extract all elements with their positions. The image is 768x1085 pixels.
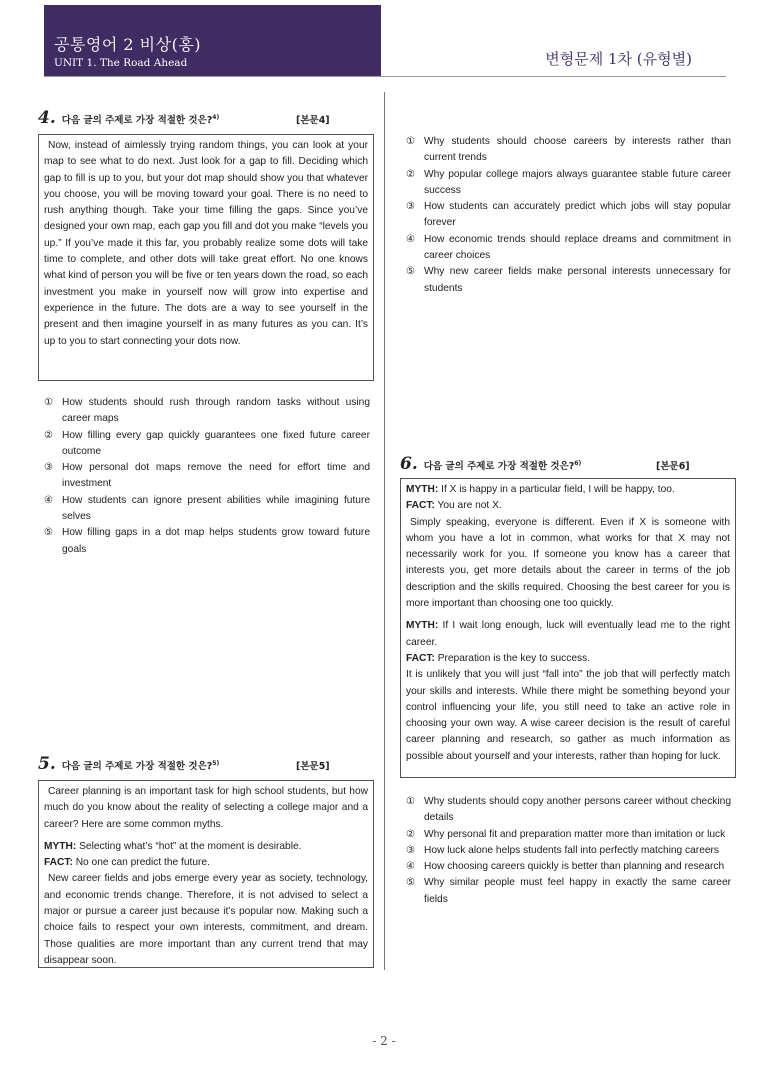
fact-line: FACT: No one can predict the future. bbox=[44, 857, 210, 869]
option-marker: ⑤ bbox=[406, 266, 416, 278]
answer-option-1[interactable] bbox=[406, 794, 731, 827]
option-text: Why personal fit and preparation matter more than imitation or luck bbox=[424, 828, 726, 840]
myth-line: MYTH: Selecting what’s “hot” at the moment is desirable. bbox=[44, 840, 302, 852]
option-marker: ④ bbox=[406, 233, 416, 245]
option-marker: ③ bbox=[44, 462, 54, 474]
question-number: 4. bbox=[38, 108, 56, 128]
answer-option-1[interactable] bbox=[406, 134, 731, 167]
option-text: Why new career fields make personal interests unnecessary for students bbox=[424, 266, 731, 294]
option-text: Why students should choose careers by interests rather than current trends bbox=[424, 136, 731, 164]
answer-option-2[interactable] bbox=[44, 428, 370, 461]
option-text: How choosing careers quickly is better than planning and research bbox=[424, 861, 725, 873]
option-marker: ④ bbox=[44, 494, 54, 506]
question-5-options bbox=[406, 134, 731, 297]
fact-line: FACT: Preparation is the key to success. bbox=[406, 652, 591, 664]
column-divider bbox=[384, 92, 385, 970]
header-banner bbox=[44, 5, 381, 76]
answer-option-5[interactable] bbox=[44, 525, 370, 558]
question-4-heading bbox=[38, 108, 378, 126]
option-text: How students can ignore present abilities while imagining future selves bbox=[62, 494, 370, 523]
passage-intro: Career planning is an important task for high school students, but how much do you know about the reality of selecting a college major and a career? Here are some common myths. bbox=[44, 786, 368, 830]
answer-option-3[interactable] bbox=[406, 199, 731, 232]
answer-option-3[interactable] bbox=[44, 460, 370, 493]
answer-option-4[interactable] bbox=[406, 232, 731, 265]
question-prompt: 다음 글의 주제로 가장 적절한 것은?$^{4)}$ bbox=[61, 113, 220, 126]
option-marker: ① bbox=[406, 796, 416, 807]
answer-option-4[interactable] bbox=[406, 859, 731, 875]
option-marker: ⑤ bbox=[406, 877, 416, 889]
answer-option-2[interactable] bbox=[406, 827, 731, 843]
option-text: Why popular college majors always guarantee stable future career success bbox=[424, 168, 731, 196]
option-marker: ② bbox=[406, 828, 416, 840]
question-prompt: 다음 글의 주제로 가장 적절한 것은?$^{6)}$ bbox=[423, 459, 582, 472]
question-6-options bbox=[406, 794, 731, 908]
header-divider bbox=[44, 76, 726, 77]
option-text: How students should rush through random tasks without using career maps bbox=[62, 397, 370, 425]
answer-option-2[interactable] bbox=[406, 167, 731, 200]
question-4-passage bbox=[38, 134, 374, 381]
myth-line: MYTH: If I wait long enough, luck will eventually lead me to the right career. bbox=[406, 620, 730, 648]
option-marker: ③ bbox=[406, 201, 416, 213]
question-4-options bbox=[44, 395, 370, 558]
passage-text: Now, instead of aimlessly trying random things, you can look at your map to see what to do next. Just look for a gap to fill. Deciding which gap to fill is up to you, but your dot map should show you that whatever you choose, you will be moving toward your goal. There is no need to rush anything though. Take your time filling the gaps. Since you’ve designed your own map, each gap you fill and dot you make “levels you up.” If you’ve made it this far, you probably realize some dots will take time to complete, and other dots will take great effort. No one knows what kind of person you will be five or ten years down the road, so each investment you make in yourself now will grow into expertise and experience in the future. The dots are a way to see yourself in the present and then imagine yourself in as many futures as you can. It’s up to you to start connecting your dots now. bbox=[44, 140, 368, 347]
option-text: Why similar people must feel happy in exactly the same career fields bbox=[424, 877, 731, 905]
option-marker: ① bbox=[44, 397, 54, 408]
question-6-passage bbox=[400, 478, 736, 778]
option-marker: ② bbox=[406, 168, 416, 180]
option-text: Why students should copy another persons career without checking details bbox=[424, 796, 731, 824]
question-number: 6. bbox=[400, 454, 418, 474]
option-text: How students can accurately predict which jobs will stay popular forever bbox=[424, 201, 731, 229]
passage-body: New career fields and jobs emerge every year as society, technology, and economic trends change. Therefore, it is not advised to select a major or pursue a career just because it’s popular now. Making such a choice fails to respect your own interests, commitment, and dream. Those qualities are more important than any current trend that may disappear soon. bbox=[44, 873, 368, 966]
option-text: How filling every gap quickly guarantees one fixed future career outcome bbox=[62, 429, 370, 457]
question-source: [본문5] bbox=[296, 761, 330, 772]
answer-option-5[interactable] bbox=[406, 264, 731, 297]
option-marker: ④ bbox=[406, 861, 416, 873]
answer-option-5[interactable] bbox=[406, 875, 731, 908]
option-text: How personal dot maps remove the need for effort time and investment bbox=[62, 462, 370, 490]
option-marker: ① bbox=[406, 136, 416, 147]
option-marker: ⑤ bbox=[44, 527, 54, 539]
option-text: How luck alone helps students fall into perfectly matching careers bbox=[424, 844, 720, 856]
question-5-heading bbox=[38, 754, 378, 772]
textbook-title: 공통영어 2 비상(홍) bbox=[54, 35, 202, 54]
question-source: [본문4] bbox=[296, 115, 330, 126]
answer-option-3[interactable] bbox=[406, 843, 731, 859]
option-marker: ③ bbox=[406, 844, 416, 856]
question-source: [본문6] bbox=[656, 461, 690, 472]
answer-option-1[interactable] bbox=[44, 395, 370, 428]
page-number: - 2 - bbox=[372, 1034, 396, 1048]
option-marker: ② bbox=[44, 429, 54, 441]
question-number: 5. bbox=[38, 754, 56, 774]
fact-line: FACT: You are not X. bbox=[406, 500, 502, 512]
worksheet-title: 변형문제 1차 (유형별) bbox=[545, 50, 692, 68]
question-5-passage bbox=[38, 780, 374, 968]
question-prompt: 다음 글의 주제로 가장 적절한 것은?$^{5)}$ bbox=[61, 759, 220, 772]
passage-body: It is unlikely that you will just “fall into” the job that will perfectly match your skills and interests. While there might be something beyond your control influencing your life, you still need to take an active role in choosing your own way. A wise career decision is the result of careful career planning and research, so gather as much information as possible about yourself and your interests, rather than hoping for luck. bbox=[406, 669, 730, 762]
question-6-heading bbox=[400, 454, 730, 472]
answer-option-4[interactable] bbox=[44, 493, 370, 526]
passage-body: Simply speaking, everyone is different. Even if X is someone with whom you have a lot in common, what works for that X may not necessarily work for you. If someone you know has a career that interests you, get more details about the career in terms of the job description and the skills required. Choosing the best career for you is more important than choosing one too quickly. bbox=[406, 516, 730, 610]
unit-title: UNIT 1. The Road Ahead bbox=[54, 57, 188, 69]
myth-line: MYTH: If X is happy in a particular field, I will be happy, too. bbox=[406, 484, 675, 495]
option-text: How economic trends should replace dreams and commitment in career choices bbox=[424, 233, 731, 262]
option-text: How filling gaps in a dot map helps students grow toward future goals bbox=[62, 527, 370, 555]
